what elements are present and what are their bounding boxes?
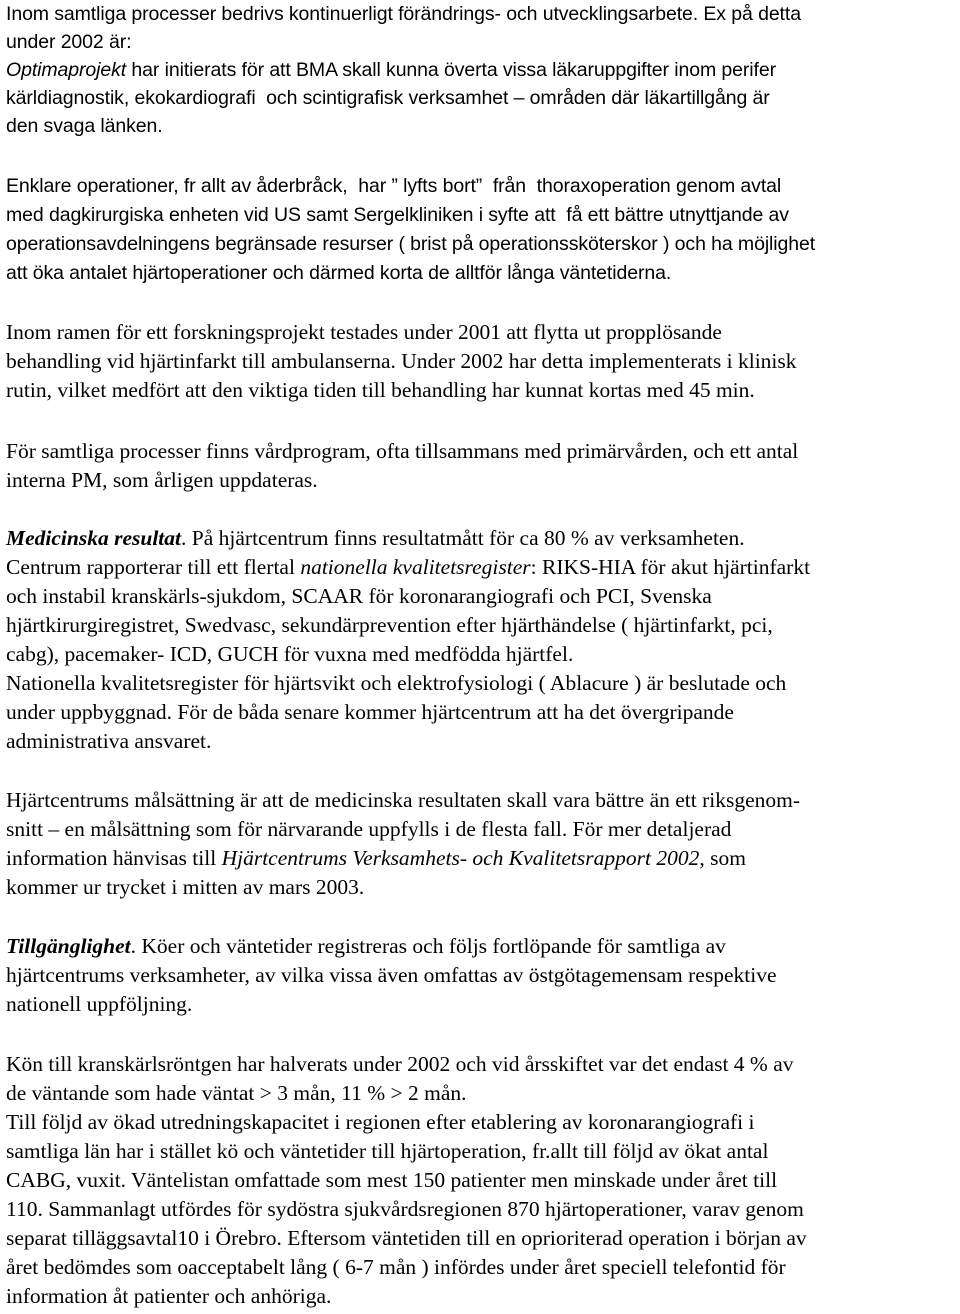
text-span: , som	[699, 846, 746, 870]
text-line	[6, 932, 726, 961]
text-span: : RIKS-HIA för akut hjärtinfarkt	[530, 555, 811, 579]
text-line: den svaga länken.	[6, 115, 163, 137]
text-line: Inom samtliga processer bedrivs kontinuerligt förändrings- och utvecklingsarbete. Ex på detta	[6, 3, 801, 25]
text-line: Nationella kvalitetsregister för hjärtsvikt och elektrofysiologi ( Ablacure ) är beslutade och	[6, 671, 787, 695]
section-heading-accessibility: Tillgänglighet	[6, 934, 131, 958]
text-line: information åt patienter och anhöriga.	[6, 1284, 332, 1308]
text-line: Enklare operationer, fr allt av åderbråck, har ” lyfts bort” från thoraxoperation genom avtal	[6, 175, 782, 197]
text-line: administrativa ansvaret.	[6, 729, 212, 753]
text-line: separat tilläggsavtal10 i Örebro. Eftersom väntetiden till en oprioriterad operation i början av	[6, 1226, 807, 1250]
text-line: de väntande som hade väntat > 3 mån, 11 % > 2 mån.	[6, 1081, 467, 1105]
text-line: behandling vid hjärtinfarkt till ambulanserna. Under 2002 har detta implementerats i klinisk	[6, 349, 797, 373]
text-line	[6, 56, 776, 85]
optimaprojekt-term: Optimaprojekt	[6, 59, 127, 81]
text-line: hjärtkirurgiregistret, Swedvasc, sekundärprevention efter hjärthändelse ( hjärtinfarkt, pci,	[6, 613, 773, 637]
text-line: snitt – en målsättning som för närvarande uppfylls i de flesta fall. För mer detaljerad	[6, 817, 732, 841]
text-line	[6, 524, 745, 553]
quality-report-title: Hjärtcentrums Verksamhets- och Kvalitetsrapport 2002	[221, 846, 700, 870]
text-span: information hänvisas till	[6, 846, 222, 870]
national-registers-term: nationella kvalitetsregister	[300, 555, 531, 579]
text-line: 110. Sammanlagt utfördes för sydöstra sjukvårdsregionen 870 hjärtoperationer, varav genom	[6, 1197, 804, 1221]
text-line: Till följd av ökad utredningskapacitet i regionen efter etablering av koronarangiografi i	[6, 1110, 755, 1134]
text-span: har initierats för att BMA skall kunna överta vissa läkaruppgifter inom perifer	[126, 59, 776, 81]
section-heading-medical-results: Medicinska resultat	[6, 526, 182, 550]
text-line: och instabil kranskärls-sjukdom, SCAAR för koronarangiografi och PCI, Svenska	[6, 584, 712, 608]
text-line: Kön till kranskärlsröntgen har halverats under 2002 och vid årsskiftet var det endast 4 % av	[6, 1052, 794, 1076]
text-span: Centrum rapporterar till ett flertal	[6, 555, 301, 579]
text-line: året bedömdes som oacceptabelt lång ( 6-7 mån ) infördes under året speciell telefontid för	[6, 1255, 786, 1279]
text-line: hjärtcentrums verksamheter, av vilka vissa även omfattas av östgötagemensam respektive	[6, 963, 777, 987]
text-line: rutin, vilket medfört att den viktiga tiden till behandling har kunnat kortas med 45 min.	[6, 378, 755, 402]
text-line	[6, 553, 810, 582]
text-line: nationell uppföljning.	[6, 992, 193, 1016]
text-line: att öka antalet hjärtoperationer och därmed korta de alltför långa väntetiderna.	[6, 262, 672, 284]
text-line: Hjärtcentrums målsättning är att de medicinska resultaten skall vara bättre än ett riksgenom-	[6, 788, 801, 812]
text-line: Inom ramen för ett forskningsprojekt testades under 2001 att flytta ut propplösande	[6, 320, 722, 344]
text-line: cabg), pacemaker- ICD, GUCH för vuxna med medfödda hjärtfel.	[6, 642, 574, 666]
text-line: operationsavdelningens begränsade resurser ( brist på operationssköterskor ) och ha möjlighet	[6, 233, 816, 255]
text-line	[6, 844, 746, 873]
text-line: under uppbyggnad. För de båda senare kommer hjärtcentrum att ha det övergripande	[6, 700, 734, 724]
text-line: kärldiagnostik, ekokardiografi och scintigrafisk verksamhet – områden där läkartillgång är	[6, 87, 770, 109]
text-line: samtliga län har i stället kö och väntetider till hjärtoperation, fr.allt till följd av ökat antal	[6, 1139, 769, 1163]
text-line: med dagkirurgiska enheten vid US samt Sergelkliniken i syfte att få ett bättre utnyttjande av	[6, 204, 789, 226]
text-span: . På hjärtcentrum finns resultatmått för ca 80 % av verksamheten.	[181, 526, 745, 550]
text-line: kommer ur trycket i mitten av mars 2003.	[6, 875, 365, 899]
text-line: interna PM, som årligen uppdateras.	[6, 468, 318, 492]
text-line: under 2002 är:	[6, 31, 132, 53]
text-span: . Köer och väntetider registreras och följs fortlöpande för samtliga av	[130, 934, 726, 958]
text-line: För samtliga processer finns vårdprogram, ofta tillsammans med primärvården, och ett antal	[6, 439, 799, 463]
text-line: CABG, vuxit. Väntelistan omfattade som mest 150 patienter men minskade under året till	[6, 1168, 778, 1192]
